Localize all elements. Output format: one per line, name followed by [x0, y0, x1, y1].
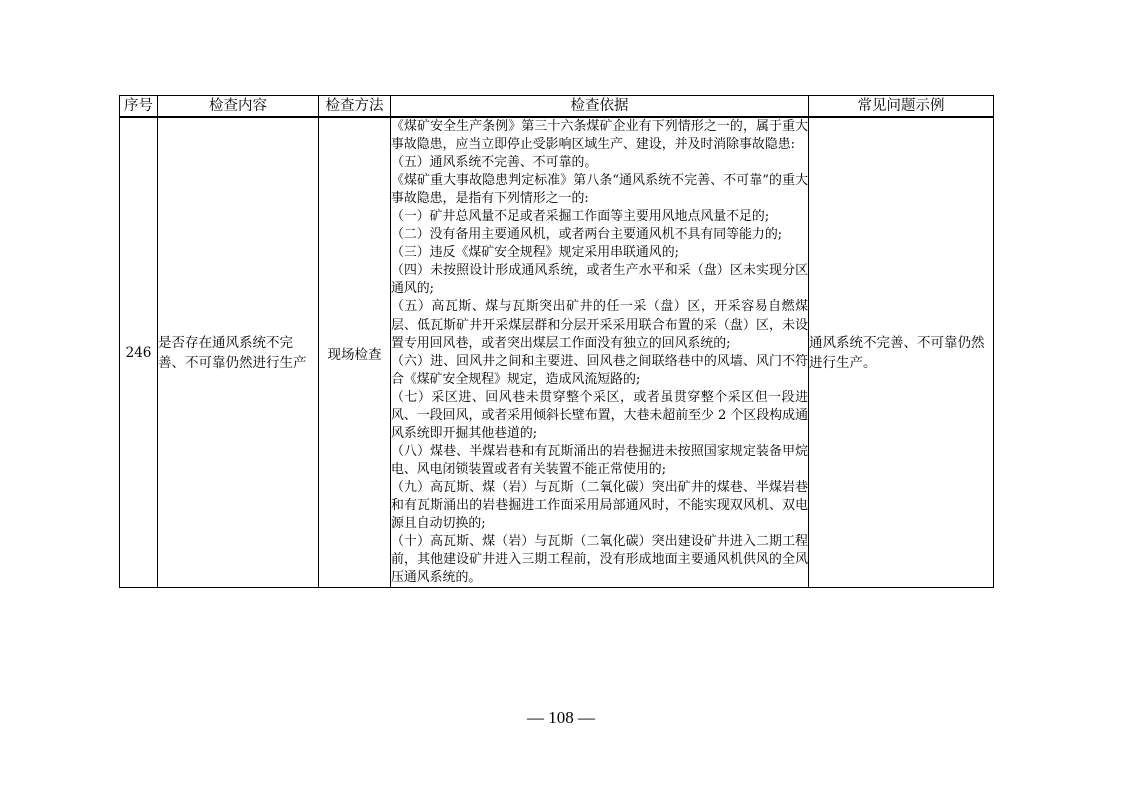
basis-paragraph: （七）采区进、回风巷未贯穿整个采区，或者虽贯穿整个采区但一段进风、一段回风，或者采用倾斜长壁布置，大巷未超前至少 2 个区段构成通风系统即开掘其他巷道的; [391, 389, 808, 441]
header-issue: 常见问题示例 [809, 96, 994, 118]
table-row [120, 117, 994, 588]
basis-paragraph: （九）高瓦斯、煤（岩）与瓦斯（二氧化碳）突出矿井的煤巷、半煤岩巷和有瓦斯涌出的岩巷掘进工作面采用局部通风时，不能实现双风机、双电源且自动切换的; [391, 479, 808, 532]
row-issue: 通风系统不完善、不可靠仍然进行生产。 [809, 117, 994, 588]
header-method: 检查方法 [319, 96, 391, 118]
row-seq: 246 [120, 117, 158, 588]
basis-paragraph: （二）没有备用主要通风机，或者两台主要通风机不具有同等能力的; [391, 227, 783, 243]
basis-paragraph: 《煤矿安全生产条例》第三十六条煤矿企业有下列情形之一的，属于重大事故隐患，应当立即停止受影响区域生产、建设，并及时消除事故隐患: [391, 119, 808, 153]
basis-paragraph: （六）进、回风井之间和主要进、回风巷之间联络巷中的风墙、风门不符合《煤矿安全规程》规定，造成风流短路的; [391, 353, 808, 387]
header-content: 检查内容 [158, 96, 319, 118]
header-basis: 检查依据 [391, 96, 809, 118]
basis-paragraph: （五）高瓦斯、煤与瓦斯突出矿井的任一采（盘）区，开采容易自燃煤层、低瓦斯矿井开采煤层群和分层开采采用联合布置的采（盘）区，未设置专用回风巷，或者突出煤层工作面没有独立的回风系统的; [391, 299, 808, 351]
row-basis [391, 117, 809, 588]
basis-paragraph: （八）煤巷、半煤岩巷和有瓦斯涌出的岩巷掘进未按照国家规定装备甲烷电、风电闭锁装置或者有关装置不能正常使用的; [391, 443, 808, 477]
basis-paragraph: 《煤矿重大事故隐患判定标准》第八条“通风系统不完善、不可靠”的重大事故隐患，是指有下列情形之一的: [391, 173, 808, 207]
basis-paragraph: （三）违反《煤矿安全规程》规定采用串联通风的; [391, 245, 679, 261]
row-content: 是否存在通风系统不完善、不可靠仍然进行生产 [158, 117, 319, 588]
page-number: — 108 — [527, 708, 595, 727]
basis-paragraph: （五）通风系统不完善、不可靠的。 [391, 155, 598, 171]
header-seq: 序号 [120, 96, 158, 118]
basis-paragraph: （一）矿井总风量不足或者采掘工作面等主要用风地点风量不足的; [391, 209, 770, 225]
header-row [120, 96, 994, 118]
row-method: 现场检查 [319, 117, 391, 588]
inspection-table [119, 95, 994, 588]
basis-paragraph: （十）高瓦斯、煤（岩）与瓦斯（二氧化碳）突出建设矿井进入二期工程前，其他建设矿井进入三期工程前，没有形成地面主要通风机供风的全风压通风系统的。 [391, 534, 808, 586]
basis-paragraph: （四）未按照设计形成通风系统，或者生产水平和采（盘）区未实现分区通风的; [391, 263, 808, 297]
